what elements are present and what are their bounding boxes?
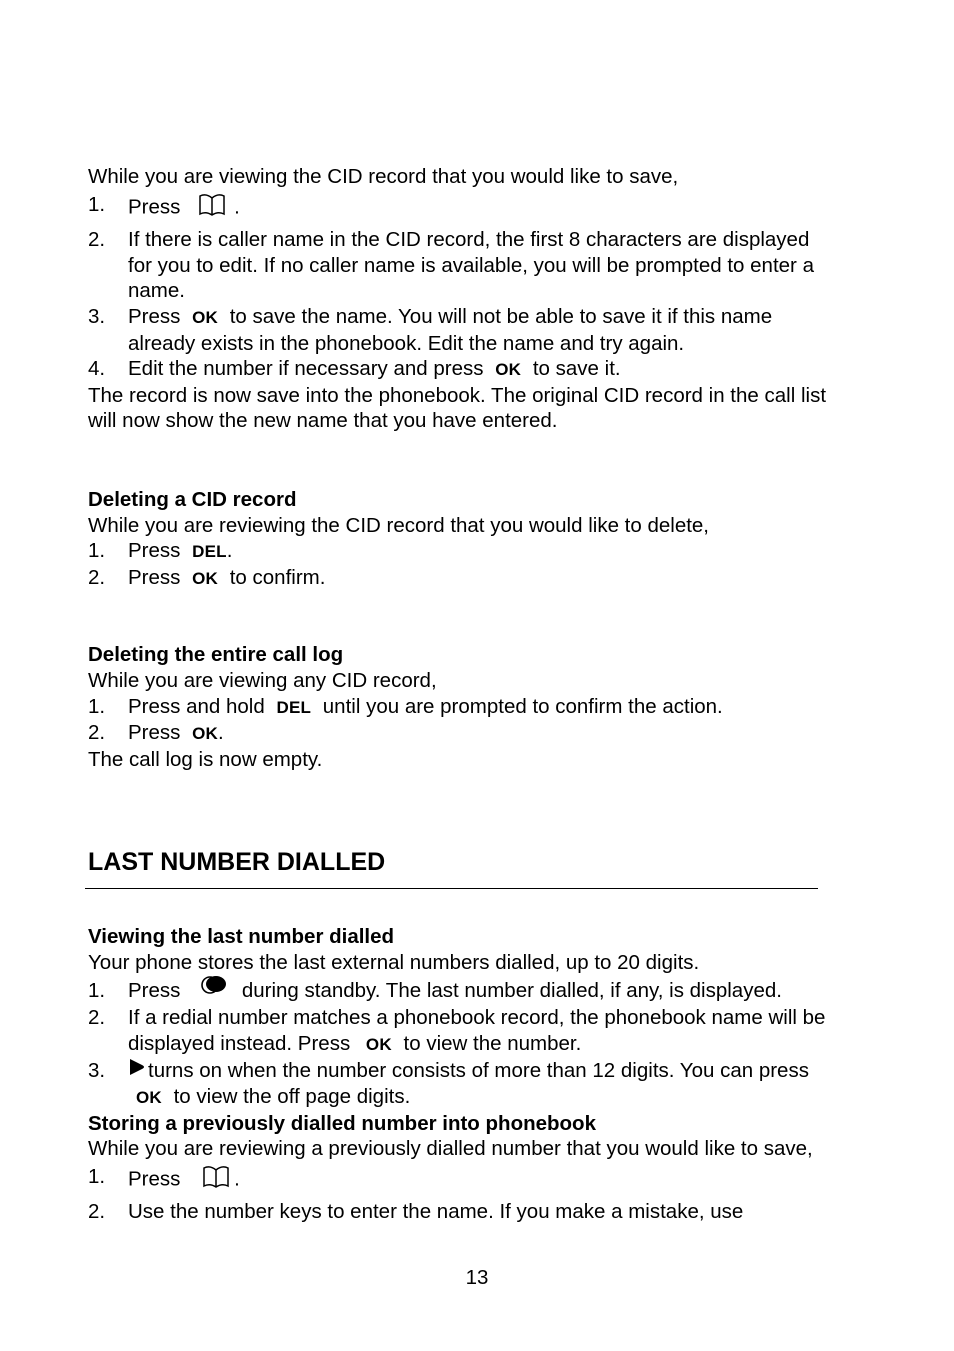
- ok-key-label: OK: [192, 568, 219, 588]
- section-heading: Storing a previously dialled number into phonebook: [88, 1111, 596, 1135]
- right-arrow-icon: [128, 1057, 146, 1083]
- book-icon: [198, 192, 226, 225]
- ok-key-label: OK: [192, 724, 219, 744]
- list-item: 3. Press OK to save the name. You will not be able to save it if this name already exists in the phonebook. Edit the name and try again.: [88, 304, 773, 355]
- ok-key-label: OK: [365, 1034, 392, 1054]
- list-item: 1. Press DEL.: [88, 539, 233, 563]
- list-item: 1. Press during standby. The last number dialled, if any, is displayed.: [88, 978, 828, 1005]
- store-intro: While you are reviewing a previously dialled number that you would like to save,: [88, 1137, 813, 1161]
- list-item: 1. Press .: [88, 192, 828, 225]
- list-item: 4. Edit the number if necessary and press OK to save it.: [88, 357, 621, 381]
- ok-key-label: OK: [495, 360, 522, 380]
- document-body: [88, 164, 828, 1225]
- list-item: 2. If there is caller name in the CID record, the first 8 characters are displayed for you to edit. If no caller name is available, you will be prompted to enter a name.: [88, 228, 814, 303]
- list-item: 2. Use the number keys to enter the name. If you make a mistake, use: [88, 1200, 744, 1224]
- delete-cid-intro: While you are reviewing the CID record that you would like to delete,: [88, 513, 710, 537]
- list-item: 1. Press .: [88, 1164, 828, 1197]
- section-heading: Viewing the last number dialled: [88, 925, 395, 949]
- view-intro: Your phone stores the last external numbers dialled, up to 20 digits.: [88, 950, 700, 974]
- cid-save-outro: The record is now save into the phonebook. The original CID record in the call list will now show the new name that you have entered.: [88, 383, 827, 433]
- del-key-label: DEL: [276, 697, 312, 717]
- delete-log-intro: While you are viewing any CID record,: [88, 668, 437, 692]
- del-key-label: DEL: [192, 542, 227, 562]
- cid-save-intro: While you are viewing the CID record that you would like to save,: [88, 165, 679, 188]
- delete-log-outro: The call log is now empty.: [88, 747, 323, 771]
- list-item: 3. turns on when the number consists of more than 12 digits. You can press OK to view the off page digits.: [88, 1058, 809, 1108]
- ok-key-label: OK: [192, 307, 219, 327]
- list-item: 2. Press OK.: [88, 721, 224, 745]
- section-heading: Deleting the entire call log: [88, 643, 344, 667]
- book-icon: [202, 1164, 230, 1197]
- ok-key-label: OK: [136, 1087, 162, 1107]
- redial-icon: [200, 975, 228, 1002]
- chapter-title: LAST NUMBER DIALLED: [88, 848, 386, 877]
- page-number: 13: [465, 1266, 489, 1289]
- section-heading: Deleting a CID record: [88, 487, 297, 511]
- list-item: 1. Press and hold DEL until you are prompted to confirm the action.: [88, 694, 723, 718]
- list-item: 2. Press OK to confirm.: [88, 565, 326, 589]
- list-item: 2. If a redial number matches a phonebook record, the phonebook name will be displayed instead. Press OK to view the number.: [88, 1006, 826, 1055]
- section-divider: [85, 888, 818, 889]
